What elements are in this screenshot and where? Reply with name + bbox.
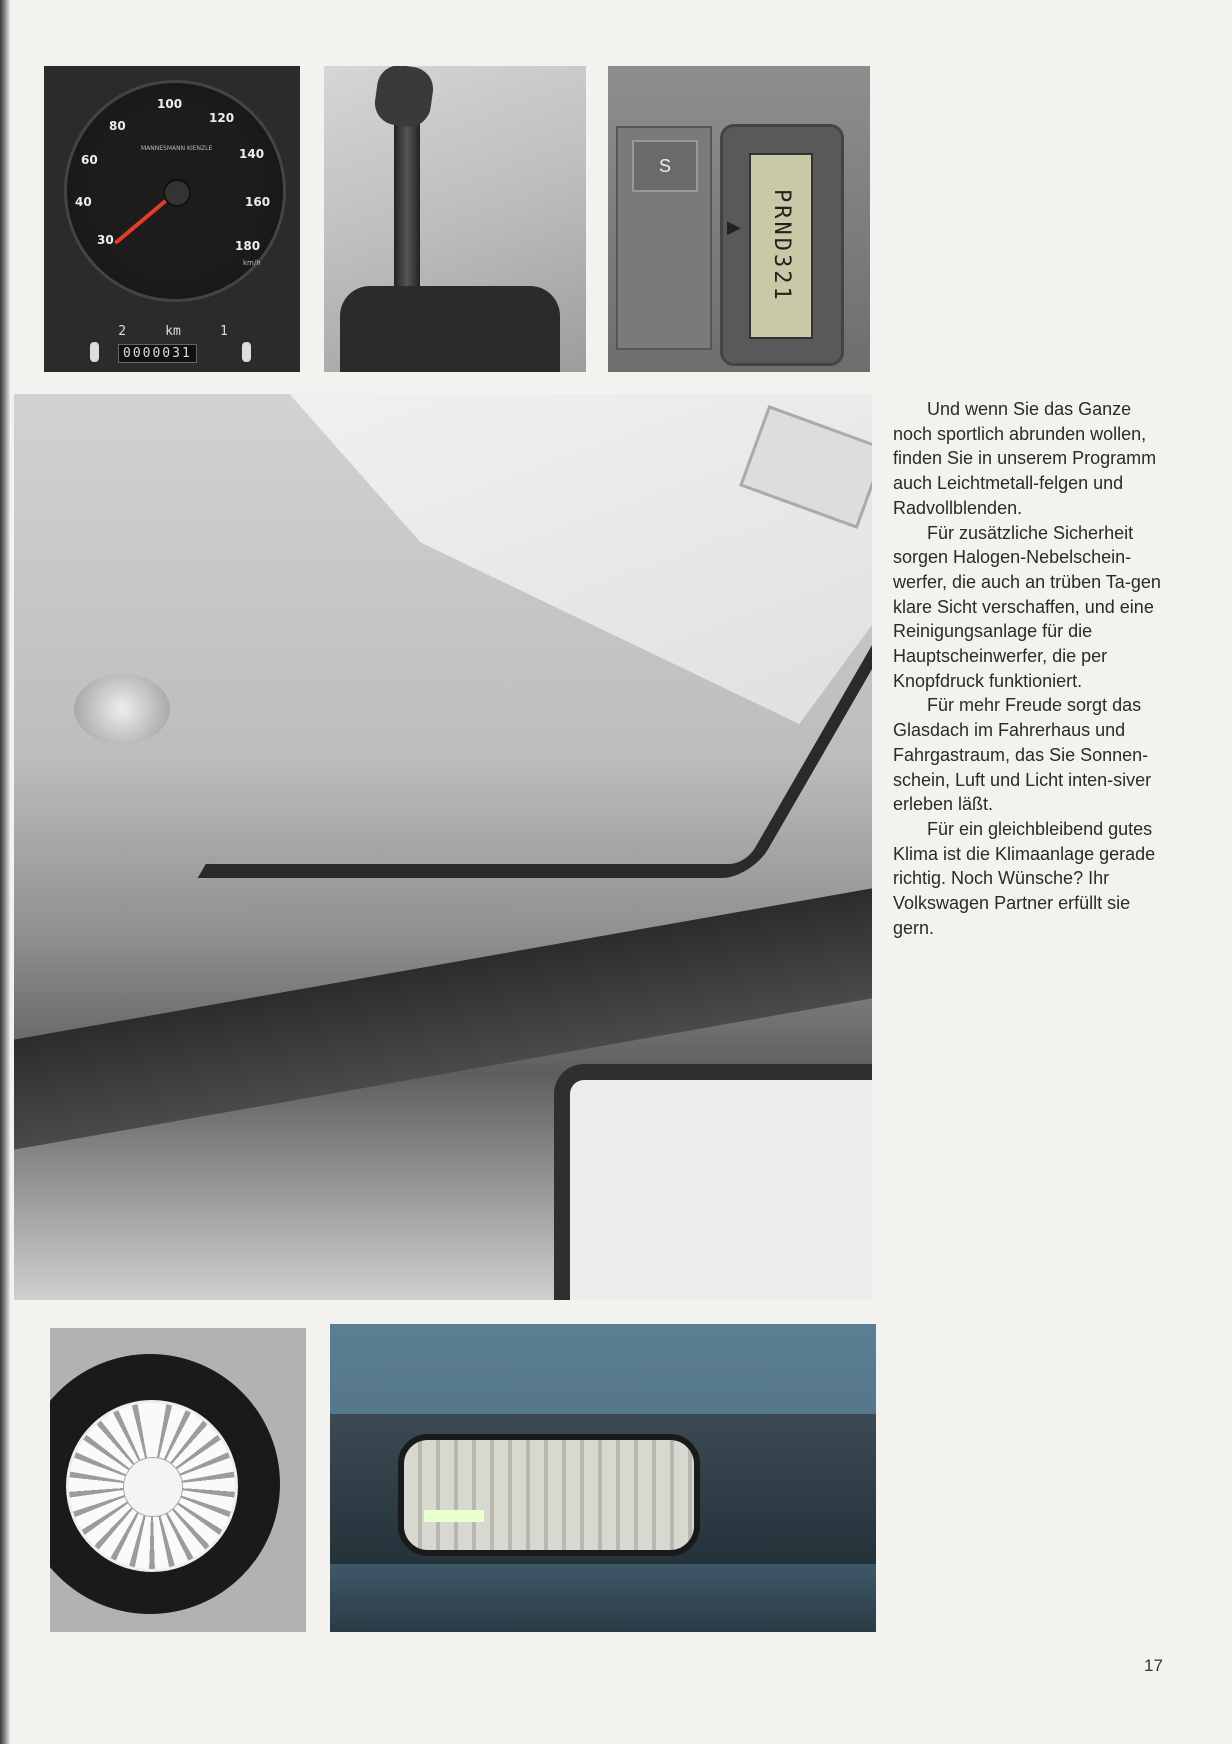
sunroof-interior-photo bbox=[14, 394, 872, 1300]
wheel-cover bbox=[66, 1400, 238, 1572]
trip-counter-labels bbox=[68, 324, 278, 339]
side-window bbox=[554, 1064, 872, 1300]
dial-number-160: 160 bbox=[245, 195, 271, 209]
sport-switch-panel bbox=[616, 126, 712, 350]
paragraph: Für mehr Freude sorgt das Glasdach im Fahrerhaus und Fahrgastraum, das Sie Sonnen-schein, Luft und Licht inten-siver erleben läßt. bbox=[893, 695, 1152, 815]
interior-lamp bbox=[74, 674, 170, 744]
gear-selector-display-photo bbox=[608, 66, 870, 372]
dial-number-120: 120 bbox=[209, 111, 235, 125]
halogen-fog-lamp bbox=[398, 1434, 700, 1556]
dial-number-80: 80 bbox=[109, 119, 126, 133]
wheel-cover-photo bbox=[50, 1328, 306, 1632]
dial-number-140: 140 bbox=[239, 147, 265, 161]
shift-console bbox=[340, 286, 560, 372]
speedometer-photo bbox=[44, 66, 300, 372]
paragraph: Für ein gleichbleibend gutes Klima ist die Klimaanlage gerade richtig. Noch Wünsche? Ihr Volkswagen Partner erfüllt sie gern. bbox=[893, 818, 1156, 938]
gear-indicator-panel bbox=[720, 124, 844, 366]
shift-lever bbox=[394, 116, 420, 306]
body-text bbox=[893, 397, 1165, 940]
reset-knob-left bbox=[90, 342, 99, 362]
trip-unit: km bbox=[165, 324, 181, 339]
fog-lamp-photo bbox=[330, 1324, 876, 1632]
vw-logo-icon bbox=[123, 1457, 183, 1517]
sport-button: S bbox=[632, 140, 698, 192]
dial-number-180: 180 bbox=[235, 239, 261, 253]
lamp-glow bbox=[424, 1510, 484, 1522]
reset-knob-right bbox=[242, 342, 251, 362]
shift-knob bbox=[372, 66, 436, 130]
sunroof-seal bbox=[198, 544, 872, 878]
paragraph: Für zusätzliche Sicherheit sorgen Halogen-Nebelschein-werfer, die auch an trüben Ta-gen klare Sicht verschaffen, und eine Reinigungsanlage für die Hauptscheinwerfer, die per Knopfdruck funktioniert. bbox=[893, 522, 1161, 691]
dial-number-40: 40 bbox=[75, 195, 92, 209]
gear-shifter-photo bbox=[324, 66, 586, 372]
trip-left: 2 bbox=[118, 324, 127, 339]
gear-indicator: PRND321 bbox=[749, 153, 813, 339]
needle-hub bbox=[163, 179, 191, 207]
binding-edge bbox=[0, 0, 10, 1744]
dial-number-60: 60 bbox=[81, 153, 98, 167]
page-number: 17 bbox=[1144, 1656, 1163, 1675]
indicator-arrow-icon: ▶ bbox=[727, 217, 741, 237]
gauge-unit: km/h bbox=[243, 259, 261, 267]
paragraph: Und wenn Sie das Ganze noch sportlich abrunden wollen, finden Sie in unserem Programm auch Leichtmetall-felgen und Radvollblenden. bbox=[893, 399, 1157, 518]
dial-number-100: 100 bbox=[157, 97, 183, 111]
odometer-readout: 0000031 bbox=[118, 344, 197, 363]
trip-right: 1 bbox=[219, 324, 228, 339]
dial-number-30: 30 bbox=[97, 233, 114, 247]
gauge-brand: MANNESMANN KIENZLE bbox=[141, 145, 213, 152]
speedometer-dial bbox=[64, 80, 286, 302]
